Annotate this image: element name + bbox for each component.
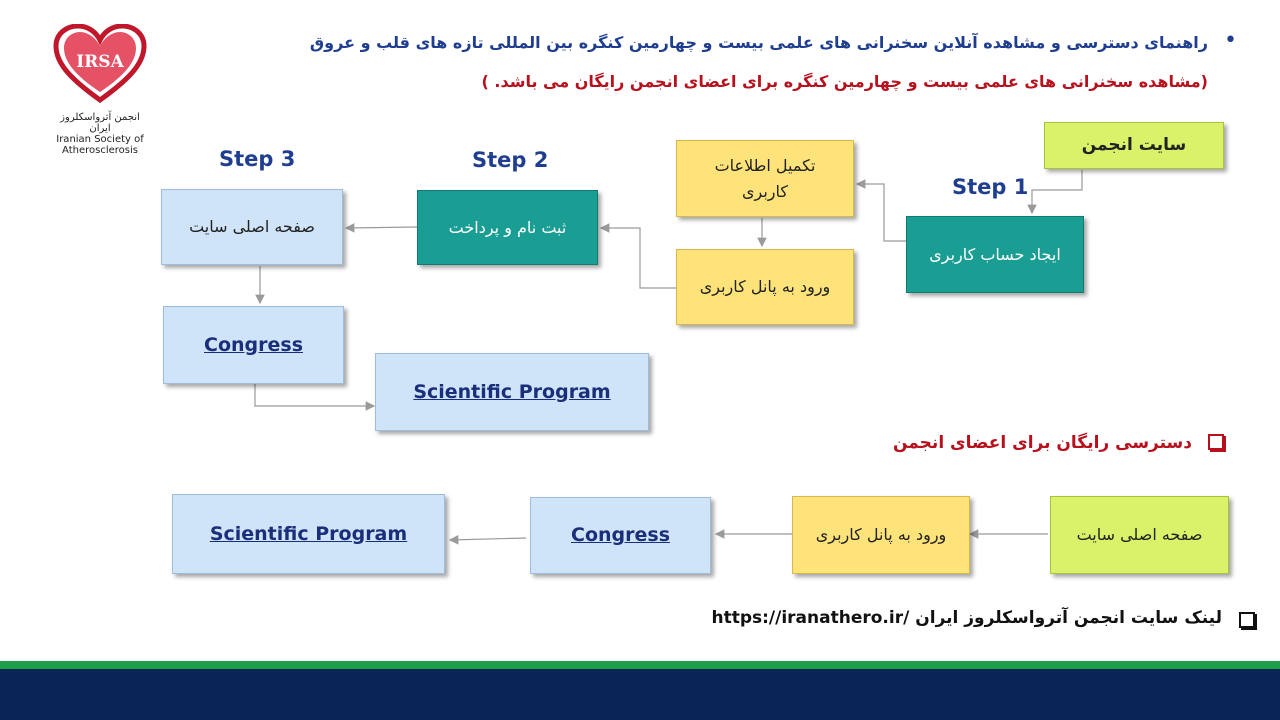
box-home-page (161, 189, 343, 265)
box2-home-page-label: صفحه اصلی سایت (1076, 525, 1203, 545)
footer-link-row (711, 608, 1222, 628)
box2-login-panel-label: ورود به پانل کاربری (815, 525, 947, 545)
box-home-page-label: صفحه اصلی سایت (189, 217, 315, 237)
congress-link[interactable] (163, 306, 344, 384)
arrow-site-to-account (1032, 170, 1082, 213)
header-bullet: • (1224, 28, 1237, 53)
header-subtitle: (مشاهده سخنرانی های علمی بیست و چهارمین کنگره برای اعضای انجمن رایگان می باشد. ) (481, 72, 1208, 91)
navy-band (0, 669, 1280, 720)
box2-login-panel (792, 496, 970, 574)
logo-name-en-2: Atherosclerosis (62, 145, 138, 156)
box2-home-page (1050, 496, 1229, 574)
checkbox-icon-2 (1239, 612, 1255, 628)
footer-link-label: لینک سایت انجمن آترواسکلروز ایران (915, 608, 1222, 628)
box-site-label: سایت انجمن (1081, 134, 1187, 155)
scientific-program-link[interactable] (375, 353, 649, 431)
arrow-register-to-home (346, 227, 417, 228)
box-register-pay-label: ثبت نام و پرداخت (448, 217, 567, 237)
section2-title: دسترسی رایگان برای اعضای انجمن (892, 433, 1192, 453)
arrow-congress-to-program (255, 384, 374, 406)
arrow-login-to-register (601, 228, 676, 288)
box-create-account (906, 216, 1084, 293)
green-band (0, 661, 1280, 669)
scientific-program-link-2[interactable] (172, 494, 445, 574)
box-create-account-label: ایجاد حساب کاربری (929, 244, 1061, 264)
logo-name-fa: انجمن آترواسکلروز ایران (60, 112, 140, 134)
congress-link-2-label[interactable]: Congress (571, 524, 670, 547)
box-register-pay (417, 190, 598, 265)
header-title: راهنمای دسترسی و مشاهده آنلاین سخنرانی های علمی بیست و چهارمین کنگره بین المللی تازه های قلب و عروق (309, 33, 1208, 52)
congress-link-2[interactable] (530, 497, 711, 574)
box-complete-info-label: تکمیل اطلاعات کاربری (714, 155, 816, 201)
logo-name-en-1: Iranian Society of (56, 134, 144, 145)
step2-label: Step 2 (472, 148, 549, 172)
box-site (1044, 122, 1224, 169)
arrow2-congress-to-program (450, 538, 526, 540)
svg-text:IRSA: IRSA (76, 52, 124, 72)
box-login-panel-label: ورود به پانل کاربری (699, 277, 831, 297)
congress-link-label[interactable]: Congress (204, 333, 303, 356)
scientific-program-link-2-label[interactable]: Scientific Program (209, 522, 408, 545)
box-login-panel (676, 249, 854, 325)
checkbox-icon (1208, 434, 1224, 450)
scientific-program-link-label[interactable]: Scientific Program (413, 380, 611, 403)
step3-label: Step 3 (219, 147, 296, 171)
box-complete-info (676, 140, 854, 217)
arrow-account-to-info (857, 184, 906, 241)
footer-link-url[interactable]: https://iranathero.ir/ (711, 608, 910, 628)
step1-label: Step 1 (952, 175, 1029, 199)
